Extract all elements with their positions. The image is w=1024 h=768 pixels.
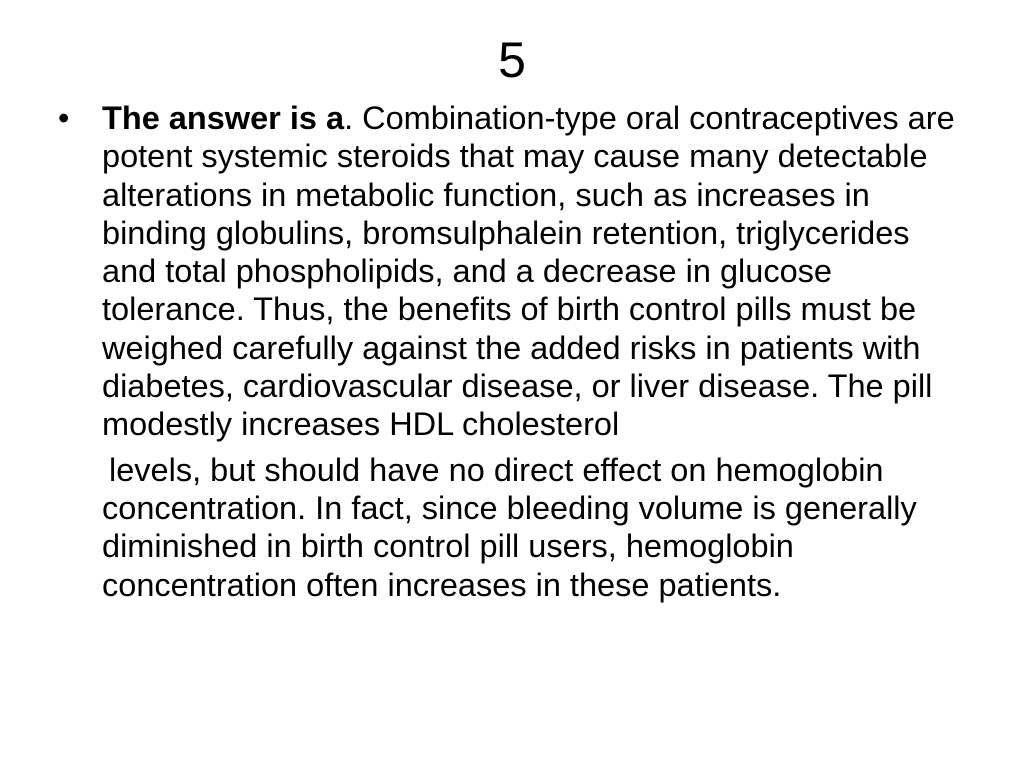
answer-label: The answer is a: [102, 100, 345, 136]
continuation-paragraph: levels, but should have no direct effect on hemoglobin concentration. In fact, since bleeding volume is generally diminished in birth control pill users, hemoglobin concentration often increases in these patients.: [102, 451, 917, 603]
answer-explanation: . Combination-type oral contraceptives are potent systemic steroids that may cause many detectable alterations in metabolic function, such as increases in binding globulins, bromsulphalein retention, triglycerides and total phospholipids, and a decrease in glucose tolerance. Thus, the benefits of birth control pills must be weighed carefully against the added risks in patients with diabetes, cardiovascular disease, or liver disease. The pill modestly increases HDL cholesterol: [102, 100, 955, 443]
slide-title: 5: [498, 32, 526, 88]
bullet-block: [58, 99, 968, 604]
bullet-icon: •: [58, 100, 70, 136]
answer-paragraph: [102, 99, 968, 444]
